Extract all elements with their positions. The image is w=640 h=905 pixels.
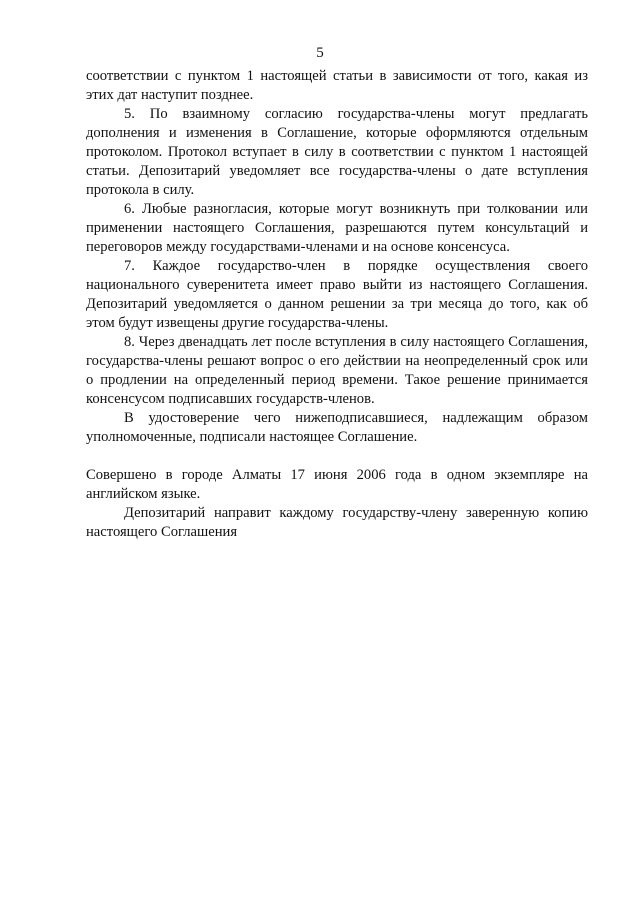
- paragraph-item-6: 6. Любые разногласия, которые могут возникнуть при толковании или применении настоящего Соглашения, разрешаются путем консультаций и переговоров между государствами-членами и на основе консенсуса.: [86, 201, 588, 255]
- page-number: 5: [316, 45, 324, 61]
- paragraph-witness: В удостоверение чего нижеподписавшиеся, надлежащим образом уполномоченные, подписали настоящее Соглашение.: [86, 410, 588, 445]
- paragraph-item-8: 8. Через двенадцать лет после вступления в силу настоящего Соглашения, государства-члены решают вопрос о его действии на неопределенный срок или о продлении на определенный период времени. Такое решение принимается консенсусом подписавших государств-членов.: [86, 334, 588, 407]
- paragraph-item-5: 5. По взаимному согласию государства-члены могут предлагать дополнения и изменения в Соглашение, которые оформляются отдельным протоколом. Протокол вступает в силу в соответствии с пунктом 1 настоящей статьи. Депозитарий уведомляет все государства-члены о дате вступления протокола в силу.: [86, 106, 588, 198]
- paragraph-item-7: 7. Каждое государство-член в порядке осуществления своего национального суверенитета имеет право выйти из настоящего Соглашения. Депозитарий уведомляется о данном решении за три месяца до того, как об этом будут извещены другие государства-члены.: [86, 258, 588, 331]
- paragraph-depositary: Депозитарий направит каждому государству-члену заверенную копию настоящего Соглашения: [86, 505, 588, 540]
- paragraph-continuation: соответствии с пунктом 1 настоящей статьи в зависимости от того, какая из этих дат наступит позднее.: [86, 68, 588, 103]
- document-body: [86, 67, 588, 542]
- paragraph-done-at: Совершено в городе Алматы 17 июня 2006 года в одном экземпляре на английском языке.: [86, 467, 588, 502]
